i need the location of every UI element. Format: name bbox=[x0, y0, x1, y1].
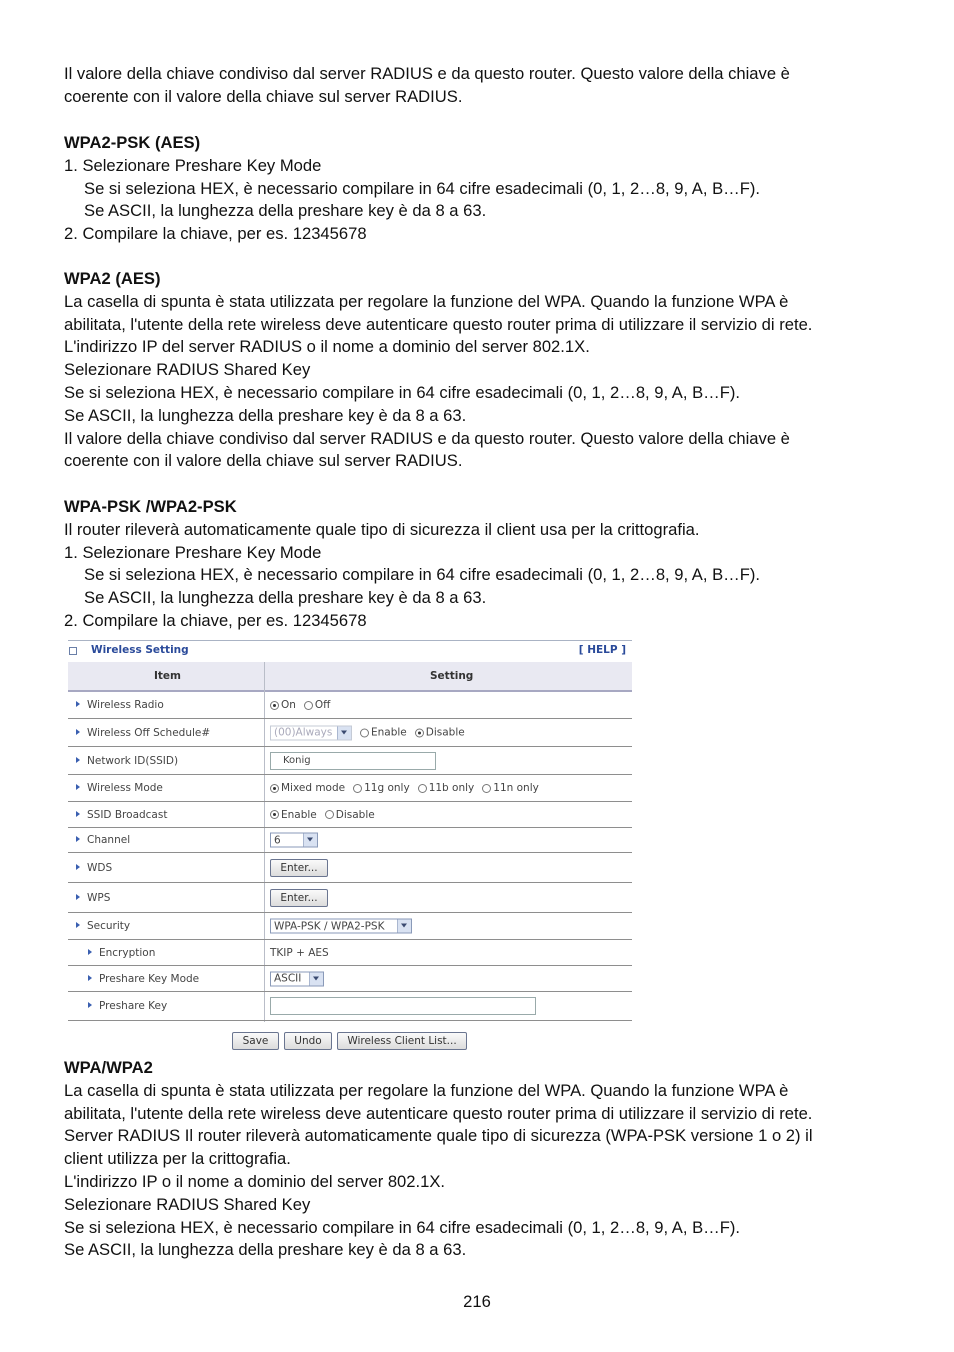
schedule-enable-radio[interactable]: Enable bbox=[360, 727, 407, 739]
section-wpa-psk bbox=[64, 496, 904, 633]
arrow-right-icon bbox=[76, 836, 80, 842]
radio-selected-icon bbox=[270, 784, 279, 793]
row-label: Wireless Radio bbox=[76, 699, 164, 711]
text-line: Se ASCII, la lunghezza della preshare key è da 8 a 63. bbox=[64, 1240, 467, 1260]
text-line: Se si seleziona HEX, è necessario compilare in 64 cifre esadecimali (0, 1, 2…8, 9, A, B…F). bbox=[84, 565, 761, 585]
text-line: La casella di spunta è stata utilizzata per regolare la funzione del WPA. Quando la funzione WPA è bbox=[64, 1080, 789, 1100]
column-header-setting: Setting bbox=[430, 670, 474, 682]
text-line: 1. Selezionare Preshare Key Mode bbox=[64, 155, 322, 175]
text-line: Se ASCII, la lunghezza della preshare key è da 8 a 63. bbox=[84, 201, 487, 221]
row-label: WDS bbox=[76, 862, 112, 874]
arrow-right-icon bbox=[88, 975, 92, 981]
row-label: Preshare Key Mode bbox=[88, 973, 199, 985]
table-row bbox=[68, 913, 632, 940]
broadcast-enable-radio[interactable]: Enable bbox=[270, 809, 317, 821]
arrow-right-icon bbox=[76, 811, 80, 817]
section-heading: WPA2-PSK (AES) bbox=[64, 133, 201, 152]
key-mode-select[interactable]: ASCII bbox=[270, 971, 324, 986]
text-line: 2. Compilare la chiave, per es. 12345678 bbox=[64, 610, 367, 630]
table-row bbox=[68, 883, 632, 913]
arrow-right-icon bbox=[76, 729, 80, 735]
text-line: Il router rileverà automaticamente quale tipo di sicurezza il client usa per la crittografia. bbox=[64, 519, 700, 539]
row-label: Security bbox=[76, 920, 130, 932]
chevron-down-icon bbox=[303, 834, 317, 847]
mode-11g-radio[interactable]: 11g only bbox=[353, 782, 410, 794]
table-row bbox=[68, 940, 632, 966]
text-line: Se si seleziona HEX, è necessario compilare in 64 cifre esadecimali (0, 1, 2…8, 9, A, B…F). bbox=[64, 1217, 741, 1237]
radio-unselected-icon bbox=[304, 701, 313, 710]
text-line: coerente con il valore della chiave sul server RADIUS. bbox=[64, 86, 463, 106]
ssid-input[interactable]: Konig bbox=[270, 752, 436, 770]
wps-enter-button[interactable]: Enter... bbox=[270, 889, 328, 907]
row-label: Wireless Mode bbox=[76, 782, 163, 794]
text-line: client utilizza per la crittografia. bbox=[64, 1149, 291, 1169]
window-icon bbox=[69, 647, 77, 655]
section-heading: WPA/WPA2 bbox=[64, 1058, 153, 1077]
security-select[interactable]: WPA-PSK / WPA2-PSK bbox=[270, 919, 412, 934]
arrow-right-icon bbox=[76, 701, 80, 707]
arrow-right-icon bbox=[76, 757, 80, 763]
text-line: Il valore della chiave condiviso dal server RADIUS e da questo router. Questo valore della chiave è bbox=[64, 64, 790, 83]
page-number: 216 bbox=[463, 1292, 491, 1311]
section-wpa-wpa2 bbox=[64, 1057, 904, 1262]
row-label: Network ID(SSID) bbox=[76, 755, 178, 767]
chevron-down-icon bbox=[397, 920, 411, 933]
arrow-right-icon bbox=[76, 864, 80, 870]
chevron-down-icon bbox=[309, 972, 323, 985]
text-line: L'indirizzo IP o il nome a dominio del server 802.1X. bbox=[64, 1171, 446, 1191]
mode-11n-radio[interactable]: 11n only bbox=[482, 782, 539, 794]
table-row bbox=[68, 992, 632, 1021]
mode-11b-radio[interactable]: 11b only bbox=[418, 782, 475, 794]
row-label: Channel bbox=[76, 834, 130, 846]
arrow-right-icon bbox=[76, 922, 80, 928]
text-line: L'indirizzo IP del server RADIUS o il nome a dominio del server 802.1X. bbox=[64, 337, 590, 357]
text-line: coerente con il valore della chiave sul server RADIUS. bbox=[64, 451, 463, 471]
encryption-value: TKIP + AES bbox=[270, 946, 329, 959]
text-line: abilitata, l'utente della rete wireless deve autenticare questo router prima di utilizzare il servizio di rete. bbox=[64, 314, 813, 334]
section-heading: WPA-PSK /WPA2-PSK bbox=[64, 497, 237, 516]
broadcast-disable-radio[interactable]: Disable bbox=[325, 809, 375, 821]
window-title: Wireless Setting bbox=[91, 644, 189, 656]
row-label: Encryption bbox=[88, 947, 155, 959]
chevron-down-icon bbox=[337, 726, 351, 739]
text-line: Se si seleziona HEX, è necessario compilare in 64 cifre esadecimali (0, 1, 2…8, 9, A, B…F). bbox=[64, 382, 741, 402]
text-line: Se ASCII, la lunghezza della preshare key è da 8 a 63. bbox=[64, 405, 467, 425]
row-label: WPS bbox=[76, 892, 110, 904]
window-titlebar bbox=[68, 640, 632, 662]
wireless-client-list-button[interactable]: Wireless Client List... bbox=[337, 1032, 467, 1050]
radio-selected-icon bbox=[415, 728, 424, 737]
text-line: Se ASCII, la lunghezza della preshare key è da 8 a 63. bbox=[84, 588, 487, 608]
table-row bbox=[68, 775, 632, 802]
arrow-right-icon bbox=[88, 1002, 92, 1008]
row-label: SSID Broadcast bbox=[76, 809, 167, 821]
wireless-setting-screenshot bbox=[68, 640, 634, 1052]
radio-unselected-icon bbox=[325, 810, 334, 819]
wds-enter-button[interactable]: Enter... bbox=[270, 859, 328, 877]
save-button[interactable]: Save bbox=[232, 1032, 279, 1050]
schedule-disable-radio[interactable]: Disable bbox=[415, 727, 465, 739]
text-line: Il valore della chiave condiviso dal server RADIUS e da questo router. Questo valore della chiave è bbox=[64, 428, 790, 448]
row-label: Preshare Key bbox=[88, 1000, 167, 1012]
arrow-right-icon bbox=[76, 784, 80, 790]
table-row bbox=[68, 802, 632, 828]
arrow-right-icon bbox=[76, 894, 80, 900]
section-wpa2 bbox=[64, 268, 904, 473]
text-line: abilitata, l'utente della rete wireless deve autenticare questo router prima di utilizzare il servizio di rete. bbox=[64, 1103, 813, 1123]
arrow-right-icon bbox=[88, 949, 92, 955]
text-line: Selezionare RADIUS Shared Key bbox=[64, 360, 311, 380]
radio-unselected-icon bbox=[353, 784, 362, 793]
text-line: Server RADIUS Il router rileverà automaticamente quale tipo di sicurezza (WPA-PSK versione 1 o 2) il bbox=[64, 1126, 813, 1146]
form-buttons bbox=[232, 1032, 467, 1050]
radio-on[interactable]: On bbox=[270, 699, 296, 711]
radio-selected-icon bbox=[270, 701, 279, 710]
table-row bbox=[68, 719, 632, 747]
radio-unselected-icon bbox=[418, 784, 427, 793]
table-row bbox=[68, 692, 632, 719]
row-label: Wireless Off Schedule# bbox=[76, 727, 210, 739]
table-row bbox=[68, 747, 632, 775]
table-row bbox=[68, 828, 632, 853]
text-line: 1. Selezionare Preshare Key Mode bbox=[64, 542, 322, 562]
column-header-item: Item bbox=[154, 670, 181, 682]
text-line: Selezionare RADIUS Shared Key bbox=[64, 1194, 311, 1214]
section-heading: WPA2 (AES) bbox=[64, 269, 161, 288]
schedule-select[interactable]: (00)Always bbox=[270, 725, 352, 740]
radio-off[interactable]: Off bbox=[304, 699, 331, 711]
undo-button[interactable]: Undo bbox=[284, 1032, 332, 1050]
section-wpa2-psk bbox=[64, 132, 904, 246]
mode-mixed-radio[interactable]: Mixed mode bbox=[270, 782, 345, 794]
text-line: 2. Compilare la chiave, per es. 12345678 bbox=[64, 224, 367, 244]
preshare-key-input[interactable] bbox=[270, 997, 536, 1015]
radio-unselected-icon bbox=[482, 784, 491, 793]
text-line: La casella di spunta è stata utilizzata per regolare la funzione del WPA. Quando la funzione WPA è bbox=[64, 291, 789, 311]
channel-select[interactable]: 6 bbox=[270, 833, 318, 848]
help-link[interactable]: [ HELP ] bbox=[578, 644, 626, 656]
table-header bbox=[68, 662, 632, 692]
radio-unselected-icon bbox=[360, 728, 369, 737]
intro-paragraph bbox=[64, 63, 904, 109]
table-row bbox=[68, 966, 632, 992]
text-line: Se si seleziona HEX, è necessario compilare in 64 cifre esadecimali (0, 1, 2…8, 9, A, B…F). bbox=[84, 178, 761, 198]
radio-selected-icon bbox=[270, 810, 279, 819]
table-row bbox=[68, 853, 632, 883]
